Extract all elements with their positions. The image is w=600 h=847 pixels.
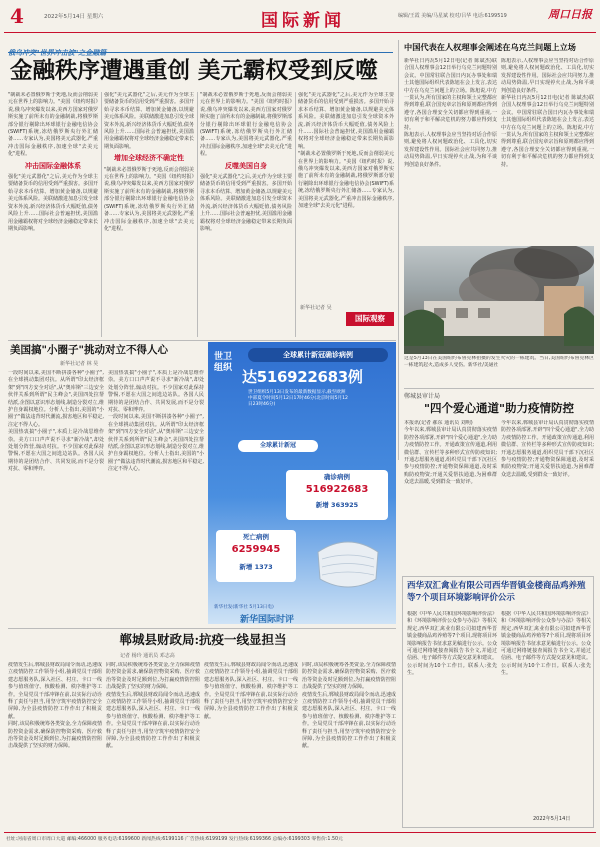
lead-subhead: 冲击国际金融体系: [25, 161, 81, 170]
header-rule: [4, 32, 596, 33]
main-divider: [398, 40, 399, 460]
notice-box: [402, 576, 594, 828]
finance-col-b: [106, 662, 200, 828]
audit-col-b: [501, 420, 594, 560]
lead-paragraph: "制裁未必置俄罗斯于死地,反而会削弱美元在世界上的影响力。"美国《纽约时报》说,俄乌冲突爆发以来,美西方国家对俄罗斯实施了前所未有的金融制裁,将俄罗斯部分银行剔除出环球银行金融电信协会(SWIFT)系统,冻结俄罗斯央行外汇储备……专家认为,美国将美元武器化,严重冲击国际金融秩序,加速全球"去美元化"进程。: [8, 92, 98, 158]
column-divider: [295, 92, 296, 337]
right-paragraph: 新华社日内瓦5月12日电(记者 陈斌杰)联合国人权理事会12日举行乌克兰问题特别会议。中国常驻联合国日内瓦办事处和瑞士其他国际组织代表陈旭在会上发言,表达中方在乌克兰问题上的立场。陈旭说,中方一贯认为,所有国家的主权和领土完整都应得到尊重,联合国宪章宗旨和原则都应得到遵守,各国合理安全关切都应得到重视,一切有利于和平解决危机的努力都应得到支持。: [404, 58, 497, 131]
section-rule: [404, 388, 594, 389]
lead-paragraph: "制裁未必置俄罗斯于死地,反而会削弱美元在世界上的影响力。"美国《纽约时报》说,俄乌冲突爆发以来,美西方国家对俄罗斯实施了前所未有的金融制裁,将俄罗斯部分银行剔除出环球银行金融电信协会(SWIFT)系统,冻结俄罗斯央行外汇储备……专家认为,美国将美元武器化,严重冲击国际金融秩序,加速全球"去美元化"进程。: [104, 166, 194, 232]
section-rule: [8, 628, 396, 629]
audit-paragraph: 今年以来,郸城县审计局认真贯彻落实疫情防控各项部署,开辟"四个爱心通道",全力助力疫情防控工作。开通政策宣传通道,利用微信群、宣传栏等多种形式宣传防疫知识;开通志愿服务通道,组织党员干部下沉社区参与疫情防控;开通物资保障通道,及时采购防疫物资;开通关爱帮扶通道,为困难群众送去温暖,受到群众一致好评。: [404, 427, 497, 486]
story2-paragraph: 美国热衷搞"小圈子",本质上是冷战思维作祟。美方口口声声说不寻求"新冷战",却处处划分阵营,煽动对抗。不少国家对此保持警惕,不愿在大国之间选边站队。各国人民期待的是团结合作、共同发展,而不是分裂对抗、零和博弈。: [8, 429, 104, 473]
infographic-footer-brand: 新华国际时评: [240, 615, 295, 625]
story2-byline: 新华社记者 林 昊: [60, 361, 99, 367]
editor-line: 编辑/王霞 美编/马星斌 校对/吕华 电话:6199519: [398, 13, 507, 19]
right-paragraph: 陈旭表示,人权理事会应当坚持对话合作原则,避免将人权问题政治化、工具化,切实发挥建设性作用。国际社会应共同努力,推动局势降温,早日实现停火止战,为和平谈判创造良好条件。: [404, 132, 497, 168]
right-col-a: [404, 58, 497, 243]
issue-date: 2022年5月14日 星期六: [44, 14, 104, 20]
covid-infographic: [208, 342, 396, 624]
right-paragraph: 新华社日内瓦5月12日电(记者 陈斌杰)联合国人权理事会12日举行乌克兰问题特别会议。中国常驻联合国日内瓦办事处和瑞士其他国际组织代表陈旭在会上发言,表达中方在乌克兰问题上的立场。陈旭说,中方一贯认为,所有国家的主权和领土完整都应得到尊重,联合国宪章宗旨和原则都应得到遵守,各国合理安全关切都应得到重视,一切有利于和平解决危机的努力都应得到支持。: [501, 95, 594, 168]
right-headline: 中国代表在人权理事会阐述在乌克兰问题上立场: [404, 42, 576, 52]
footer-info: 社址:河南省周口市周口大道 邮编:466000 服务电话:6199600 新闻热线:6199116 广告热线:6199199 发行热线:6199366 总编办:6199303 零售价:1.50元: [6, 837, 343, 842]
audit-kicker: 郸城县审计局: [404, 393, 441, 400]
finance-col-a: [8, 662, 102, 828]
section-title: 国际新闻: [261, 11, 345, 31]
deaths-new: 新增 1373: [239, 563, 273, 571]
notice-headline: 西华双汇禽业有限公司西华晋镇金楼商品鸡养殖等7个项目环境影响评价公示: [407, 581, 586, 603]
story2-paragraph: 一段时间以来,美国不断拼凑各种"小圈子",在全球挑动集团对抗。从所谓"印太经济框架"到"四方安全对话",从"奥库斯"三边安全伙伴关系到所谓"民主峰会",美国四处拉帮结派,企图以意识形态划线,制造分裂对立,维护自身霸权地位。分析人士指出,美国的"小圈子"做法违背时代潮流,损害地区和平稳定,注定不得人心。: [108, 414, 204, 473]
story2-paragraph: 美国热衷搞"小圈子",本质上是冷战思维作祟。美方口口声声说不寻求"新冷战",却处处划分阵营,煽动对抗。不少国家对此保持警惕,不愿在大国之间选边站队。各国人民期待的是团结合作、共同发展,而不是分裂对抗、零和博弈。: [108, 370, 204, 414]
lead-kicker: 俄乌冲突"世界冲击波"之金融篇: [8, 49, 107, 57]
lead-col-2: [104, 92, 194, 337]
lead-subhead: 反噬美国自身: [225, 161, 267, 170]
audit-headline: "四个爱心通道"助力疫情防控: [424, 401, 574, 415]
story2-headline: 美国搞"小圈子"挑动对立不得人心: [10, 344, 168, 356]
fire-scene-image: [404, 246, 594, 354]
column-divider: [101, 92, 102, 337]
column-divider: [197, 92, 198, 337]
finance-byline: 记者 杨玲 通讯员 邓志高: [120, 653, 175, 659]
finance-col-d: [302, 662, 396, 828]
deaths-title: 死亡病例: [243, 533, 269, 541]
fire-photo: [404, 246, 594, 354]
cases-main: 516922683: [305, 484, 369, 495]
finance-paragraph: 同时,该局积极统筹各类资金,全力保障疫情防控资金需求,确保防控物资采购、医疗救治等资金及时足额到位,为打赢疫情防控阻击战提供了坚实的财力保障。: [8, 721, 102, 750]
infographic-region-label: 全球累计新冠: [238, 440, 318, 452]
notice-col-a: [407, 611, 497, 819]
lead-col-1: [8, 92, 98, 337]
finance-col-c: [204, 662, 298, 828]
finance-paragraph: 同时,该局积极统筹各类资金,全力保障疫情防控资金需求,确保防控物资采购、医疗救治等资金及时足额到位,为打赢疫情防控阻击战提供了坚实的财力保障。: [302, 662, 396, 691]
notice-paragraph: 根据《中华人民共和国环境影响评价法》和《环境影响评价公众参与办法》等相关规定,西华双汇禽业有限公司拟建西华晋镇金楼商品鸡养殖等7个项目,现将项目环境影响报告书征求意见稿进行公示。公众可通过网络链接查阅报告书全文,并通过信函、电子邮件等方式提交意见和建议。公示时间为10个工作日。联系人:张先生。: [501, 611, 591, 677]
deaths-main: 6259945: [231, 544, 281, 555]
page-number: 4: [10, 4, 24, 28]
lead-kicker-bar: [8, 40, 393, 57]
deaths-card: [216, 530, 296, 582]
audit-col-a: [404, 420, 497, 560]
mask-icon: [308, 527, 388, 597]
lead-paragraph: "制裁未必置俄罗斯于死地,反而会削弱美元在世界上的影响力。"美国《纽约时报》说,俄乌冲突爆发以来,美西方国家对俄罗斯实施了前所未有的金融制裁,将俄罗斯部分银行剔除出环球银行金融电信协会(SWIFT)系统,冻结俄罗斯央行外汇储备……专家认为,美国将美元武器化,严重冲击国际金融秩序,加速全球"去美元化"进程。: [200, 92, 292, 158]
lead-col-3: [200, 92, 292, 337]
footer-rule: [4, 832, 596, 833]
story2-col-a: [8, 370, 104, 600]
infographic-big-number: 达516922683例: [242, 368, 363, 386]
lead-paragraph: 强化"美元武器化"之后,美元作为全球主要储备货币的信用受到严重损害。多国开始寻求本币结算、增加黄金储备,以规避美元体系风险。美联储激进加息引发全球资本外流,新兴经济体货币大幅贬值,债务风险上升……国际社会普遍担忧,美国滥用金融霸权将对全球经济金融稳定带来长期负面影响。: [200, 174, 292, 232]
right-paragraph: 陈旭表示,人权理事会应当坚持对话合作原则,避免将人权问题政治化、工具化,切实发挥建设性作用。国际社会应共同努力,推动局势降温,早日实现停火止战,为和平谈判创造良好条件。: [501, 58, 594, 94]
finance-paragraph: 疫情发生后,郸城县财政局闻令而动,迅速成立疫情防控工作领导小组,抽调党员干部组建志愿服务队,深入社区、村庄、卡口一线参与值班值守、核酸检测、秩序维护等工作。全局党员干部冲锋在前,以实际行动诠释了责任与担当,用坚守筑牢疫情防控安全屏障,为全县疫情防控工作作出了积极贡献。: [302, 691, 396, 750]
infographic-note: 世卫组织5月13日发布的最新数据显示,截至欧洲中部夏令时间5月12日17时46分(北京时间5月12日23时46分): [248, 390, 348, 408]
finance-paragraph: 疫情发生后,郸城县财政局闻令而动,迅速成立疫情防控工作领导小组,抽调党员干部组建志愿服务队,深入社区、村庄、卡口一线参与值班值守、核酸检测、秩序维护等工作。全局党员干部冲锋在前,以实际行动诠释了责任与担当,用坚守筑牢疫情防控安全屏障,为全县疫情防控工作作出了积极贡献。: [204, 662, 298, 720]
lead-headline: 金融秩序遭遇重创 美元霸权受到反噬: [10, 58, 378, 84]
lead-col-4: [298, 92, 394, 302]
cases-title: 确诊病例: [324, 473, 350, 481]
infographic-banner: 全球累计新冠确诊病例: [248, 348, 388, 362]
lead-paragraph: 强化"美元武器化"之后,美元作为全球主要储备货币的信用受到严重损害。多国开始寻求本币结算、增加黄金储备,以规避美元体系风险。美联储激进加息引发全球资本外流,新兴经济体货币大幅贬值,债务风险上升……国际社会普遍担忧,美国滥用金融霸权将对全球经济金融稳定带来长期负面影响。: [298, 92, 394, 150]
notice-col-b: [501, 611, 591, 811]
lead-paragraph: 强化"美元武器化"之后,美元作为全球主要储备货币的信用受到严重损害。多国开始寻求本币结算、增加黄金储备,以规避美元体系风险。美联储激进加息引发全球资本外流,新兴经济体货币大幅贬值,债务风险上升……国际社会普遍担忧,美国滥用金融霸权将对全球经济金融稳定带来长期负面影响。: [104, 92, 194, 150]
photo-caption: 这是5月13日在美国纽约布鲁克林拍摄的发生火灾的一栋建筑。当日,美国纽约布鲁克林区一栋建筑起火,造成多人受伤。新华社/美通社: [404, 356, 594, 368]
tag-intl-observation: 国际观察: [346, 312, 394, 326]
audit-byline: 本报讯(记者 郝东 通讯员 刘明): [404, 420, 473, 426]
story2-col-b: [108, 370, 204, 600]
masthead-logo: 周口日报: [548, 8, 592, 21]
notice-date: 2022年5月14日: [533, 816, 571, 822]
infographic-credit: 新华社发(新华社 5月13日电): [214, 605, 274, 610]
notice-paragraph: 根据《中华人民共和国环境影响评价法》和《环境影响评价公众参与办法》等相关规定,西华双汇禽业有限公司拟建西华晋镇金楼商品鸡养殖等7个项目,现将项目环境影响报告书征求意见稿进行公示。公众可通过网络链接查阅报告书全文,并通过信函、电子邮件等方式提交意见和建议。公示时间为10个工作日。联系人:张先生。: [407, 611, 497, 677]
cases-card: [286, 470, 388, 520]
finance-paragraph: 同时,该局积极统筹各类资金,全力保障疫情防控资金需求,确保防控物资采购、医疗救治等资金及时足额到位,为打赢疫情防控阻击战提供了坚实的财力保障。: [106, 662, 200, 691]
lead-byline: 新华社记者 吴: [300, 305, 332, 311]
audit-paragraph: 今年以来,郸城县审计局认真贯彻落实疫情防控各项部署,开辟"四个爱心通道",全力助力疫情防控工作。开通政策宣传通道,利用微信群、宣传栏等多种形式宣传防疫知识;开通志愿服务通道,组织党员干部下沉社区参与疫情防控;开通物资保障通道,及时采购防疫物资;开通关爱帮扶通道,为困难群众送去温暖,受到群众一致好评。: [501, 420, 594, 478]
lead-subhead: 增加全球经济不确定性: [114, 154, 184, 163]
finance-headline: 郸城县财政局:抗疫一线显担当: [119, 632, 287, 647]
page-header: [0, 0, 600, 38]
finance-paragraph: 疫情发生后,郸城县财政局闻令而动,迅速成立疫情防控工作领导小组,抽调党员干部组建志愿服务队,深入社区、村庄、卡口一线参与值班值守、核酸检测、秩序维护等工作。全局党员干部冲锋在前,以实际行动诠释了责任与担当,用坚守筑牢疫情防控安全屏障,为全县疫情防控工作作出了积极贡献。: [106, 691, 200, 750]
story2-paragraph: 一段时间以来,美国不断拼凑各种"小圈子",在全球挑动集团对抗。从所谓"印太经济框架"到"四方安全对话",从"奥库斯"三边安全伙伴关系到所谓"民主峰会",美国四处拉帮结派,企图以意识形态划线,制造分裂对立,维护自身霸权地位。分析人士指出,美国的"小圈子"做法违背时代潮流,损害地区和平稳定,注定不得人心。: [8, 370, 104, 428]
cases-new: 新增 363925: [315, 501, 359, 509]
section-rule: [8, 340, 396, 341]
lead-paragraph: 强化"美元武器化"之后,美元作为全球主要储备货币的信用受到严重损害。多国开始寻求本币结算、增加黄金储备,以规避美元体系风险。美联储激进加息引发全球资本外流,新兴经济体货币大幅贬值,债务风险上升……国际社会普遍担忧,美国滥用金融霸权将对全球经济金融稳定带来长期负面影响。: [8, 174, 98, 232]
right-col-b: [501, 58, 594, 243]
infographic-brand: 世卫组织: [214, 352, 233, 373]
lead-paragraph: "制裁未必置俄罗斯于死地,反而会削弱美元在世界上的影响力。"美国《纽约时报》说,俄乌冲突爆发以来,美西方国家对俄罗斯实施了前所未有的金融制裁,将俄罗斯部分银行剔除出环球银行金融电信协会(SWIFT)系统,冻结俄罗斯央行外汇储备……专家认为,美国将美元武器化,严重冲击国际金融秩序,加速全球"去美元化"进程。: [298, 151, 394, 210]
finance-paragraph: 疫情发生后,郸城县财政局闻令而动,迅速成立疫情防控工作领导小组,抽调党员干部组建志愿服务队,深入社区、村庄、卡口一线参与值班值守、核酸检测、秩序维护等工作。全局党员干部冲锋在前,以实际行动诠释了责任与担当,用坚守筑牢疫情防控安全屏障,为全县疫情防控工作作出了积极贡献。: [8, 662, 102, 720]
